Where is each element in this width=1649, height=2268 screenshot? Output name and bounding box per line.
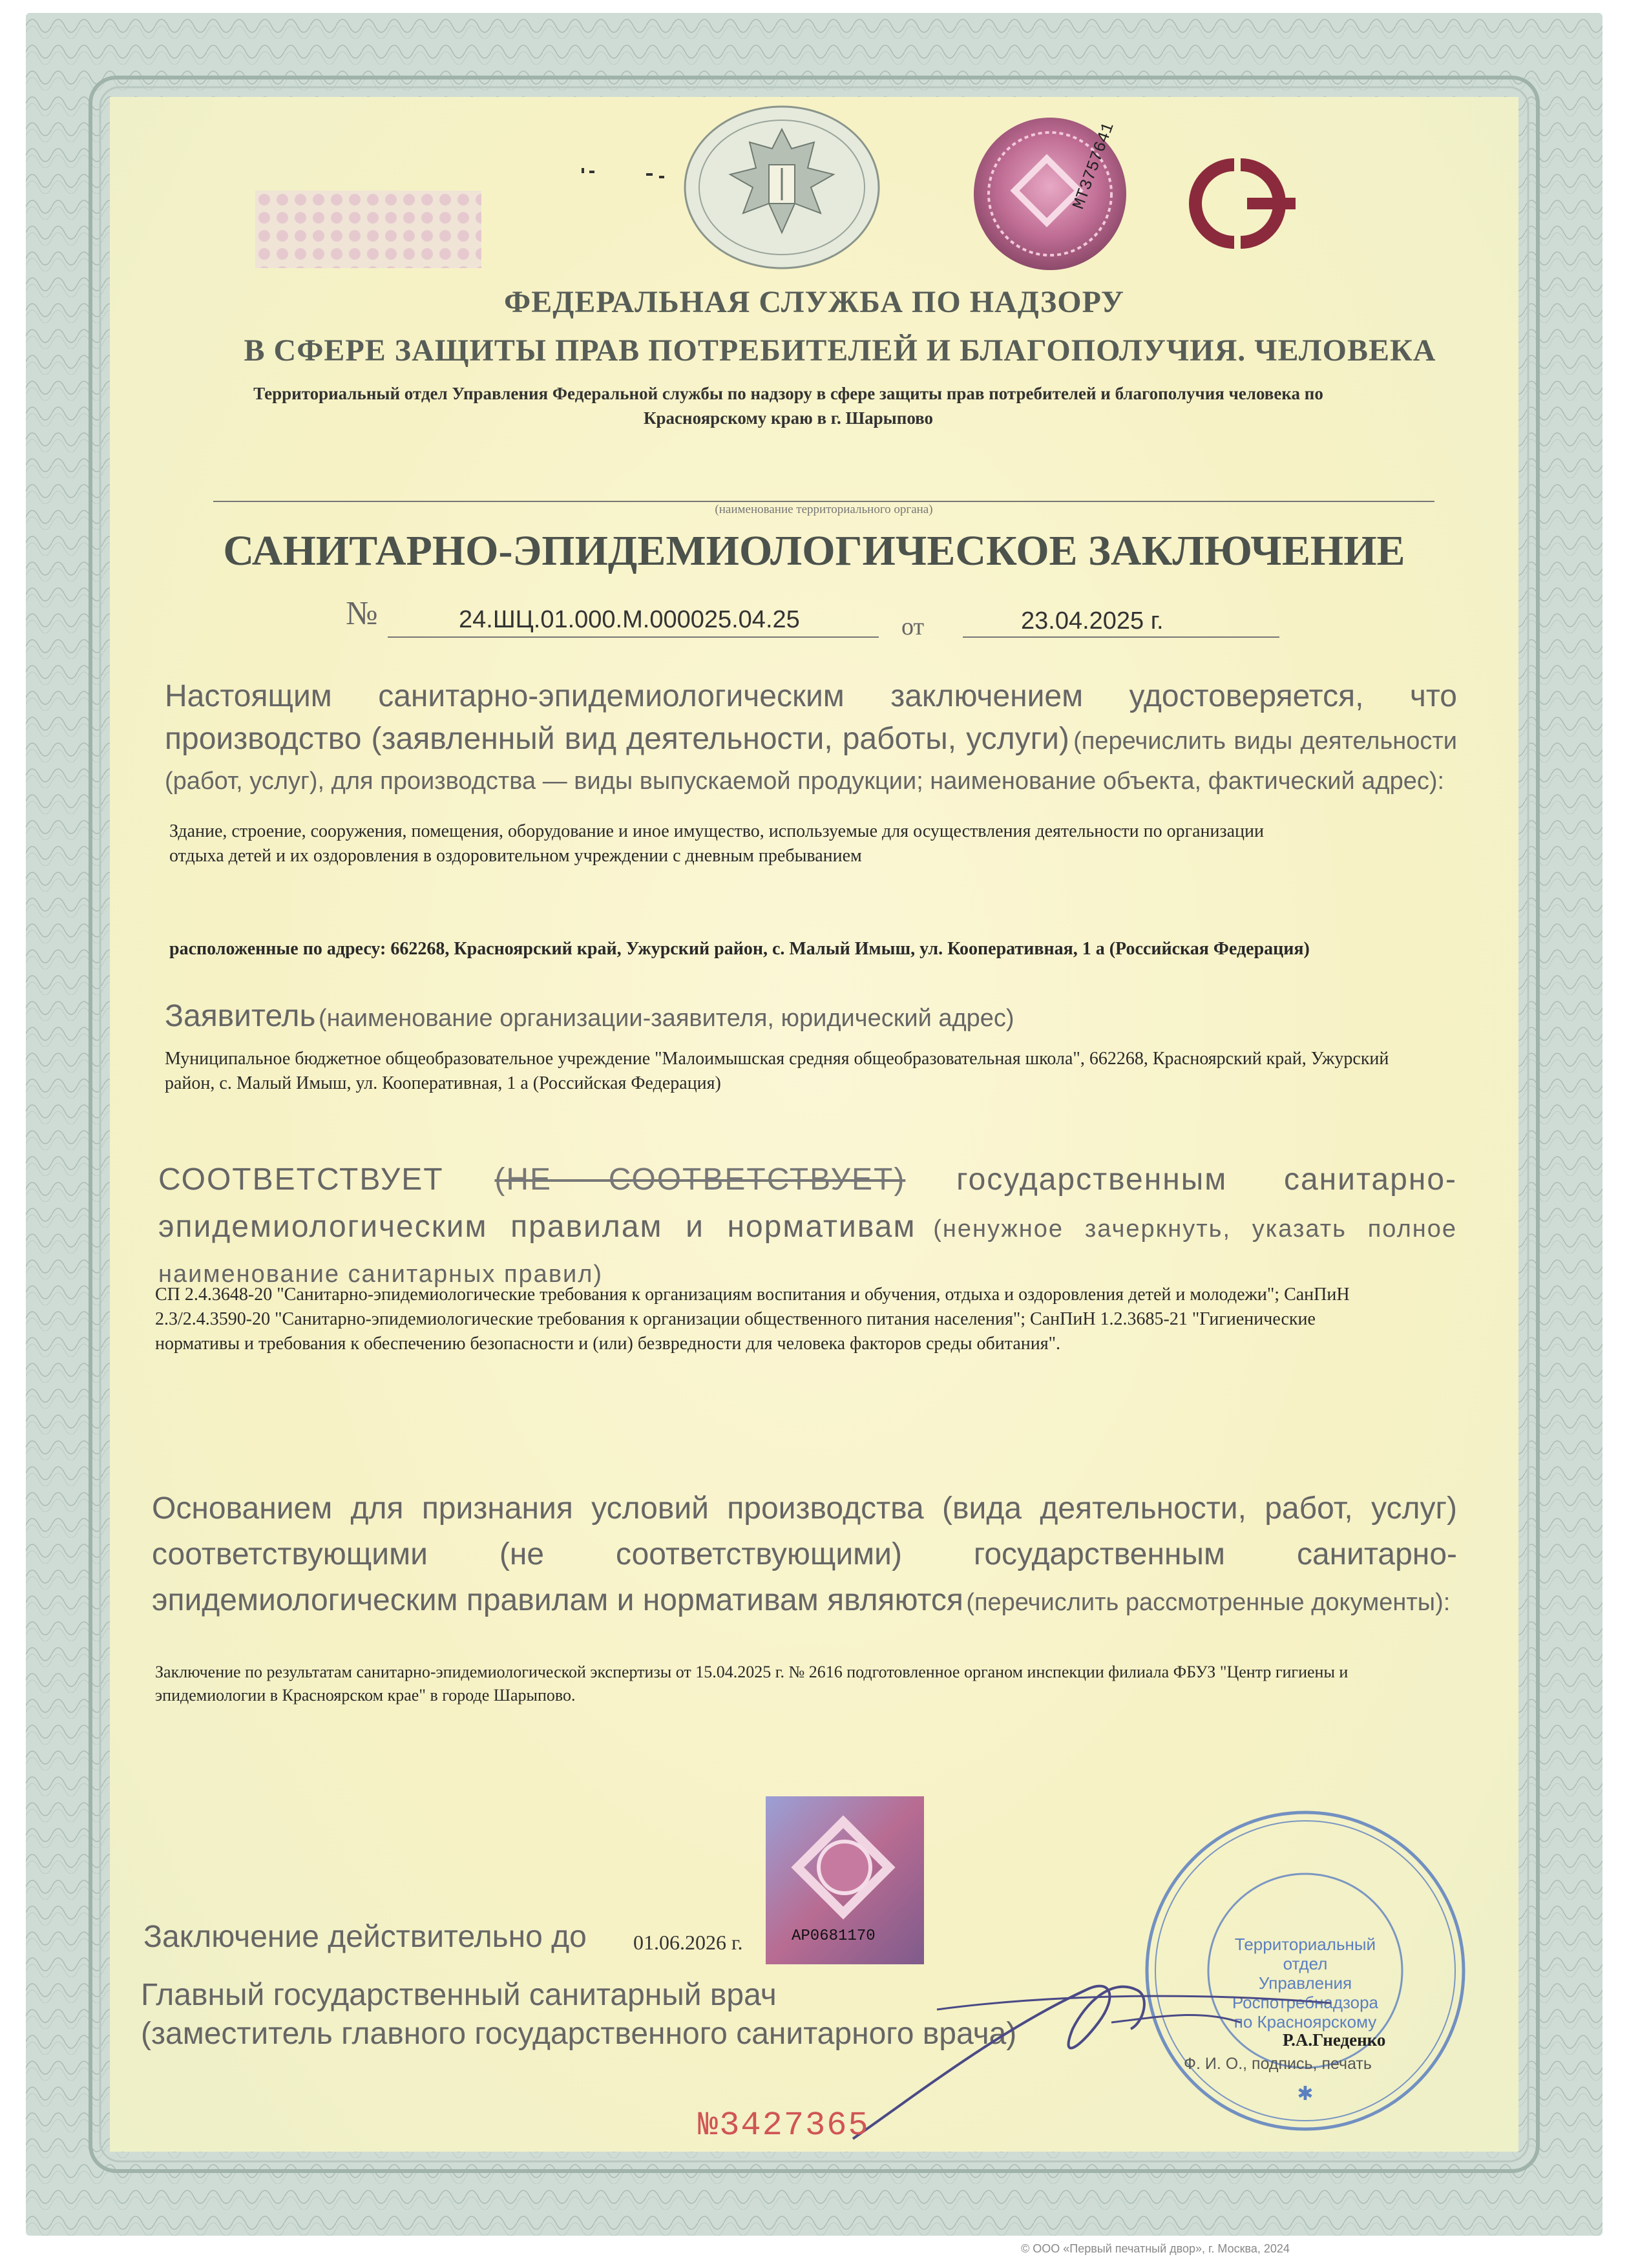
divider <box>213 501 1434 502</box>
svg-text:Роспотребнадзора: Роспотребнадзора <box>1232 1993 1379 2012</box>
conformity-mark-icon <box>1163 152 1312 255</box>
basis-paragraph <box>152 1489 1457 1627</box>
svg-text:Территориальный: Территориальный <box>1234 1935 1376 1954</box>
doctor-deputy-title: (заместитель главного государственного санитарного врача) <box>141 2017 1017 2051</box>
signer-name: Р.А.Гнеденко <box>1283 2030 1386 2050</box>
territorial-body: Территориальный отдел Управления Федеральной службы по надзору в сфере защиты прав потребителей и благополучия человека по Красноярскому краю в г. Шарыпово <box>253 384 1323 428</box>
printer-note: © ООО «Первый печатный двор», г. Москва, 2024 <box>1021 2242 1290 2255</box>
valid-until-label: Заключение действительно до <box>143 1920 587 1954</box>
svg-text:Управления: Управления <box>1258 1973 1352 1993</box>
agency-title-line1: ФЕДЕРАЛЬНАЯ СЛУЖБА ПО НАДЗОРУ <box>504 285 1124 319</box>
svg-text:МТ3757641: МТ3757641 <box>1069 120 1119 212</box>
agency-title-line2: В СФЕРЕ ЗАЩИТЫ ПРАВ ПОТРЕБИТЕЛЕЙ И БЛАГОПОЛУЧИЯ. ЧЕЛОВЕКА <box>244 333 1436 368</box>
svg-text:✱: ✱ <box>1297 2083 1314 2105</box>
hologram-top-icon <box>963 113 1137 275</box>
conformity-paragraph <box>158 1160 1457 1299</box>
object-description: Здание, строение, сооружения, помещения, оборудование и иное имущество, используемые для осуществления деятельности по организации отдыха детей и их оздоровления в оздоровительном учреждении с дневным пребыванием <box>169 821 1264 866</box>
basis-hint: (перечислить рассмотренные документы): <box>966 1589 1451 1616</box>
conformity-hint: (ненужное зачеркнуть, указать полное наименование санитарных правил) <box>158 1215 1457 1288</box>
hologram-strip-icon <box>255 191 481 268</box>
basis-text: Заключение по результатам санитарно-эпидемиологической экспертизы от 15.04.2025 г. № 2616 подготовленное органом инспекции филиала ФБУЗ "Центр гигиены и эпидемиологии в Красноярском крае" в городе Шарыпово. <box>155 1663 1349 1705</box>
document-title: САНИТАРНО-ЭПИДЕМИОЛОГИЧЕСКОЕ ЗАКЛЮЧЕНИЕ <box>223 527 1405 574</box>
emblem-icon <box>678 103 885 271</box>
signature-hint: Ф. И. О., подпись, печать <box>1184 2055 1372 2073</box>
number-sign: № <box>346 595 378 632</box>
rules-text: СП 2.4.3648-20 "Санитарно-эпидемиологические требования к организациям воспитания и обучения, отдыха и оздоровления детей и молодежи"; СанПиН 2.3/2.4.3590-20 "Санитарно-эпидемиологические требования к организации общественного питания населения"; СанПиН 1.2.3685-21 "Гигиенические нормативы и требования к обеспечению безопасности и (или) безвредности для человека факторов среды обитания". <box>155 1285 1350 1354</box>
intro-main: Настоящим санитарно-эпидемиологическим заключением удостоверяется, что производство (заявленный вид деятельности, работы, услуги) <box>165 679 1457 756</box>
svg-text:по Красноярскому: по Красноярскому <box>1234 2012 1377 2032</box>
non-conformity-struck: (НЕ СООТВЕТСТВУЕТ) <box>494 1162 906 1197</box>
document-date: 23.04.2025 г. <box>1021 607 1164 635</box>
intro-hint: (перечислить виды деятельности (работ, услуг), для производства — виды выпускаемой продукции; наименование объекта, фактический адрес): <box>165 728 1457 795</box>
applicant-hint: (наименование организации-заявителя, юридический адрес) <box>319 1005 1014 1032</box>
handwritten-signature <box>840 1951 1344 2152</box>
doctor-title: Главный государственный санитарный врач <box>141 1978 777 2012</box>
territorial-body-hint: (наименование территориального органа) <box>715 503 933 516</box>
intro-paragraph <box>165 678 1457 804</box>
applicant-text: Муниципальное бюджетное общеобразовательное учреждение "Малоимышская средняя общеобразовательная школа", 662268, Красноярский край, Ужурский район, с. Малый Имыш, ул. Кооперативная, 1 а (Российская Федерация) <box>165 1049 1389 1093</box>
document-number: 24.ШЦ.01.000.М.000025.04.25 <box>459 606 800 633</box>
object-address: расположенные по адресу: 662268, Красноярский край, Ужурский район, с. Малый Имыш, ул. Кооперативная, 1 а (Российская Федерация) <box>169 939 1310 959</box>
conformity-word: СООТВЕТСТВУЕТ <box>158 1162 444 1197</box>
svg-text:отдел: отдел <box>1283 1954 1328 1973</box>
conformity-rest: государственным санитарно-эпидемиологическим правилам и нормативам <box>158 1162 1457 1244</box>
applicant-heading <box>165 998 1014 1034</box>
scratch-marks <box>569 162 698 200</box>
basis-main: Основанием для признания условий производства (вида деятельности, работ, услуг) соответствующими (не соответствующими) государственным санитарно-эпидемиологическим правилам и нормативам являются <box>152 1491 1457 1617</box>
date-prefix: от <box>901 613 925 640</box>
hologram-bottom-icon <box>766 1796 924 1964</box>
date-underline <box>963 636 1279 638</box>
svg-text:АР0681170: АР0681170 <box>792 1927 876 1945</box>
valid-until-date: 01.06.2026 г. <box>633 1931 743 1954</box>
applicant-label: Заявитель <box>165 999 316 1033</box>
number-underline <box>388 636 879 638</box>
serial-number: №3427365 <box>698 2106 870 2145</box>
